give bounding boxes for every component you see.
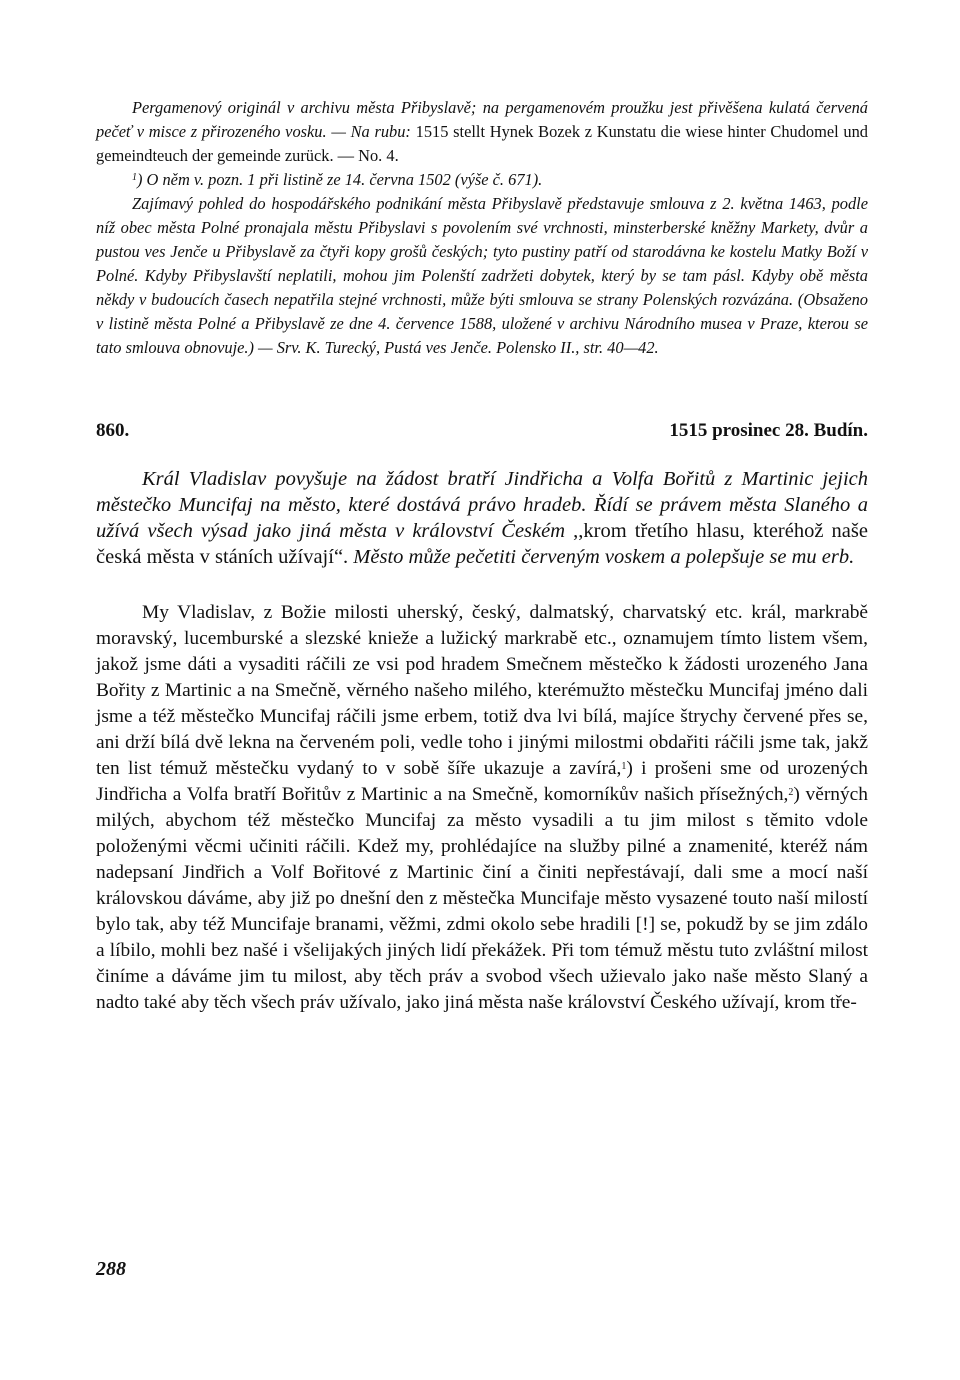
footnote-1-mark: 1 <box>132 172 137 183</box>
source-notes <box>96 96 868 360</box>
document-page <box>96 96 868 1016</box>
commentary-note: Zajímavý pohled do hospodářského podnikání města Přibyslavě představuje smlouva z 2. května 1463, podle níž obec města Polné pronajala městu Přibyslavi s povolením své vrchnosti, minsterberské kněžny Markety, dvůr a pustou ves Jenče u Přibyslavě za čtyři kopy grošů českých; tyto pustiny patří od starodávna ke kostelu Matky Boží v Polné. Kdyby Přibyslavští neplatili, mohou jim Polenští zadržeti dobytek, který by se tam pásl. Kdyby obě města někdy v budoucích časech nepatřila stejné vrchnosti, může býti smlouva se strany Polenských rozvázána. (Obsaženo v listině města Polné a Přibyslavě ze dne 4. července 1588, uložené v archivu Národního musea v Praze, kterou se tato smlouva obnovuje.) — Srv. K. Turecký, Pustá ves Jenče. Polensko II., str. 40—42. <box>96 194 868 357</box>
charter-footnote-1-mark: 1 <box>621 761 627 772</box>
archive-note <box>96 96 868 168</box>
charter-part-2: ) i prošeni sme od urozených Jindřicha a Volfa bratří Bořitův z Martinic a na Smečně, komorníkův našich přísežných, <box>96 758 869 805</box>
entry-heading <box>96 420 868 442</box>
charter-text <box>96 600 868 1016</box>
entry-number: 860. <box>96 420 130 441</box>
charter-part-3: ) věrných milých, abychom též městečko Muncifaj za město vysadili a tu jim milost s těmito vdole položenými věcmi učiniti ráčili. Kdež my, prohlédajíce na služby pilné a znamenité, kteréž nám nadepsaní Jindřich a Volf Bořitové z Martinic činí a činiti nepřestávají, dali sme a mocí naší královskou dáváme, aby již po dnešní den z městečka Muncifaje město vysazené touto naší milostí bylo tak, aby též Muncifaje branami, věžmi, zdmi okolo sebe hradili [!] se, pokudž by se jim zdálo a líbilo, mohli bez našé i všelijakých jiných lidí překážek. Při tom témuž městu tuto zvláštní milost činíme a dáváme jim tu milost, aby těch práv a svobod všech užievalo jako naše město Slaný a nadto také aby těch všech práv užívalo, jako jiná města naše království Českého užívají, krom tře- <box>96 784 868 1013</box>
regest-paragraph <box>96 466 868 570</box>
regest-summary <box>96 466 868 570</box>
regest-quote: ,,krom třetího hlasu, kteréhož naše česká města v stáních užívají“. <box>96 520 868 568</box>
regest-italic-1: Král Vladislav povyšuje na žádost bratří Jindřicha a Volfa Bořitů z Martinic jejich městečko Muncifaj na město, které dostává právo hradeb. Řídí se právem města Slaného a užívá všech výsad jako jiná města v království Českém <box>96 468 868 542</box>
charter-footnote-2-mark: 2 <box>788 787 794 798</box>
page-number: 288 <box>96 1258 126 1280</box>
archive-note-italic: Pergamenový originál v archivu města Přibyslavě; na pergamenovém proužku jest přivěšena kulatá červená pečeť v misce z přirozeného vosku. — Na rubu: <box>96 98 868 141</box>
archive-note-plain: 1515 stellt Hynek Bozek z Kunstatu die wiese hinter Chudomel und gemeindteuch der gemeinde zurück. — No. 4. <box>96 122 868 165</box>
regest-italic-2: Město může pečetiti červeným voskem a polepšuje se mu erb. <box>348 546 855 568</box>
charter-paragraph <box>96 600 868 1016</box>
footnote-1 <box>96 168 868 192</box>
entry-date-place: 1515 prosinec 28. Budín. <box>669 420 868 441</box>
charter-part-1: My Vladislav, z Božie milosti uherský, český, dalmatský, charvatský etc. král, markrabě moravský, lucemburské a slezské knieže a lužický markrabě etc., oznamujem tímto listem všem, jakož jsme dáti a vysaditi ráčili ze vsi pod hradem Smečnem městečko k žádosti urozeného Jana Bořity z Martinic a na Smečně, věrného našeho milého, kterémužto městečku Muncifaj jméno dali jsme a též městečko Muncifaj ráčili jsme erbem, totiž dva lvi bílá, majíce štrychy červené přes se, ani drží bílá dvě lekna na červeném poli, vedle toho i jinými milostmi obdařiti ráčili jsme tak, jakž ten list témuž městečku vydaný to v sobě šíře ukazuje a zavírá, <box>96 602 868 779</box>
footnote-1-text: ) O něm v. pozn. 1 při listině ze 14. června 1502 (výše č. 671). <box>137 170 543 189</box>
